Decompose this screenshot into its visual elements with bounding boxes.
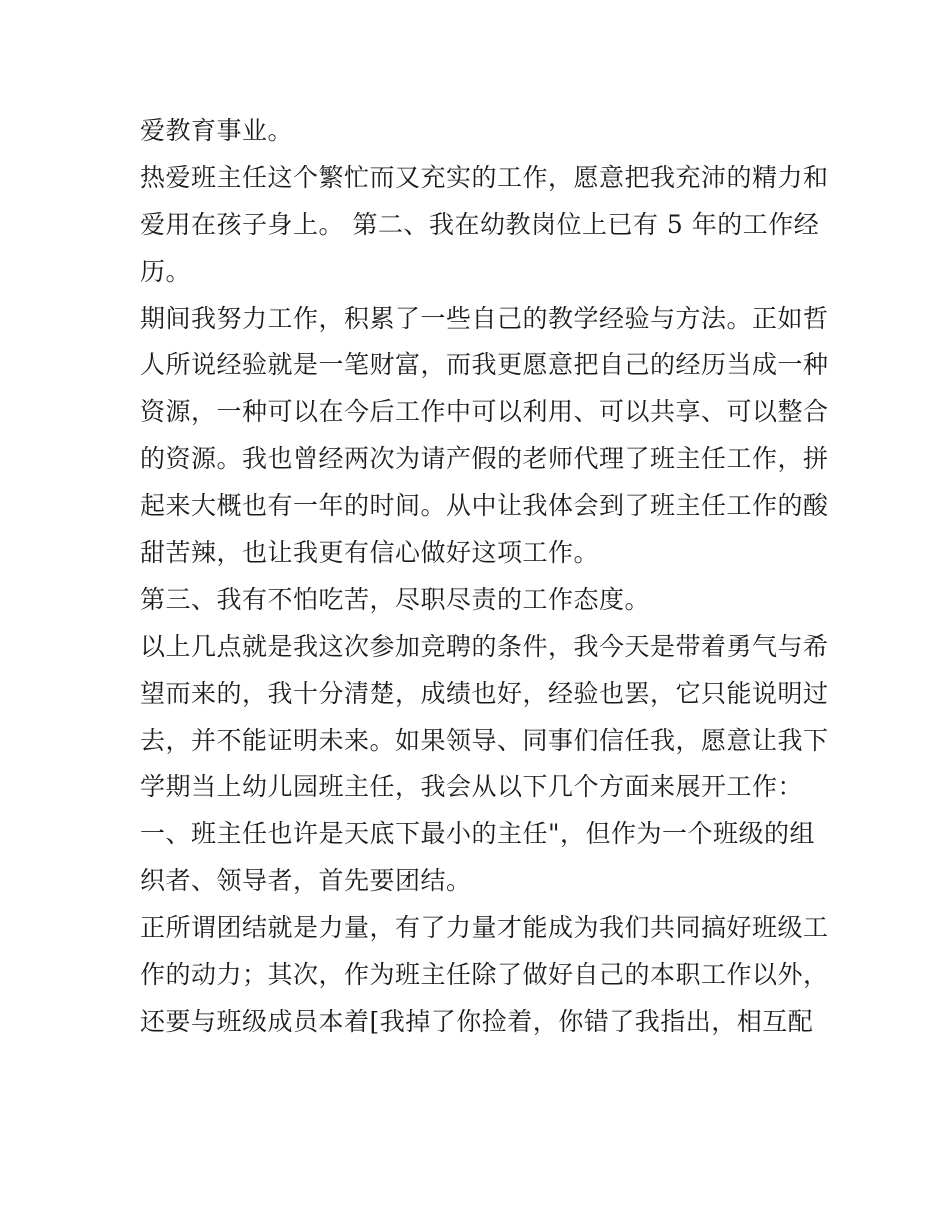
text-line: 一、班主任也许是天底下最小的主任"，但作为一个班级的组 [140,819,816,849]
document-body [140,108,829,1046]
text-line: 织者、领导者，首先要团结。 [140,866,472,896]
text-line: 以上几点就是我这次参加竞聘的条件，我今天是带着勇气与希 [140,631,829,661]
text-line: 的资源。我也曾经两次为请产假的老师代理了班主任工作，拼 [140,444,829,474]
text-line: 学期当上幼儿园班主任，我会从以下几个方面来展开工作： [140,772,804,802]
text-line: 资源，一种可以在今后工作中可以利用、可以共享、可以整合 [140,397,829,427]
text-line: 起来大概也有一年的时间。从中让我体会到了班主任工作的酸 [140,491,829,521]
text-line: 作的动力；其次，作为班主任除了做好自己的本职工作以外， [140,960,829,990]
text-line: 第三、我有不怕吃苦，尽职尽责的工作态度。 [140,584,651,614]
text-line: 甜苦辣，也让我更有信心做好这项工作。 [140,538,600,568]
text-line: 正所谓团结就是力量，有了力量才能成为我们共同搞好班级工 [140,913,829,943]
text-line: 爱教育事业。 [140,116,294,145]
text-line: 热爱班主任这个繁忙而又充实的工作，愿意把我充沛的精力和 [140,162,829,192]
text-line: 去，并不能证明未来。如果领导、同事们信任我，愿意让我下 [140,725,829,755]
text-line: 历。 [140,256,192,286]
text-line: 人所说经验就是一笔财富，而我更愿意把自己的经历当成一种 [140,350,829,380]
text-line: 期间我努力工作，积累了一些自己的教学经验与方法。正如哲 [140,303,829,333]
text-line: 还要与班级成员本着[我掉了你捡着，你错了我指出，相互配 [140,1006,814,1036]
text-line: 爱用在孩子身上。 第二、我在幼教岗位上已有 5 年的工作经 [140,209,820,239]
text-line: 望而来的，我十分清楚，成绩也好，经验也罢，它只能说明过 [140,678,829,708]
